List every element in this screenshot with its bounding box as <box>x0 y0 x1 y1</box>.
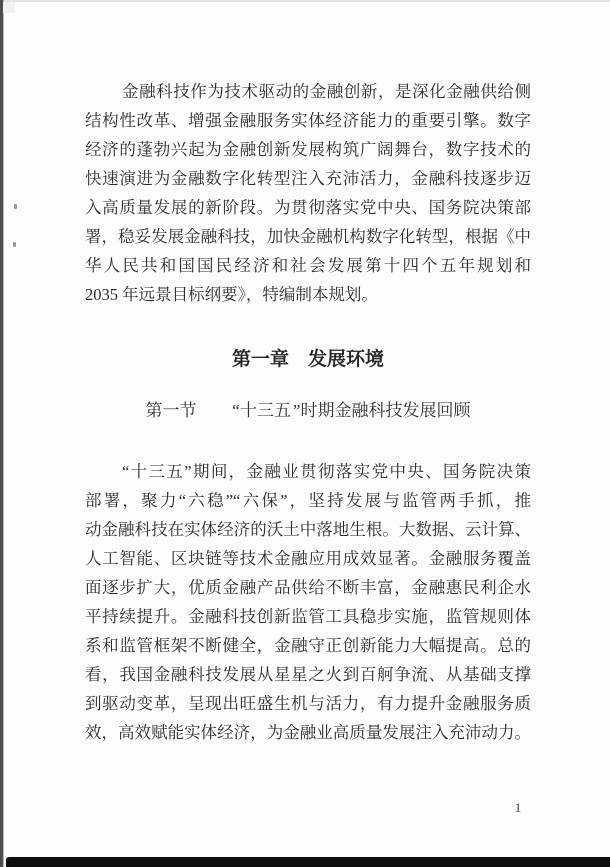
text-line: 部署，聚力“六稳”“六保”，坚持发展与监管两手抓，推 <box>85 491 531 510</box>
text-line: 署，稳妥发展金融科技，加快金融机构数字化转型，根据《中 <box>85 227 531 246</box>
scan-speck <box>13 242 16 247</box>
text-line: 经济的蓬勃兴起为金融创新发展构筑广阔舞台，数字技术的 <box>85 140 531 159</box>
text-line: 金融科技作为技术驱动的金融创新，是深化金融供给侧 <box>122 82 531 101</box>
text-line: 动金融科技在实体经济的沃土中落地生根。大数据、云计算、 <box>85 520 531 539</box>
text-line: 到驱动变革，呈现出旺盛生机与活力，有力提升金融服务质 <box>85 694 531 713</box>
text-line: 面逐步扩大，优质金融产品供给不断丰富，金融惠民利企水 <box>85 578 531 597</box>
text-line: 2035 年远景目标纲要》，特编制本规划。 <box>85 285 378 304</box>
text-line: 系和监管框架不断健全，金融守正创新能力大幅提高。总的 <box>85 636 531 655</box>
page-number: 1 <box>514 800 522 815</box>
text-line: 华人民共和国国民经济和社会发展第十四个五年规划和 <box>85 256 531 275</box>
text-line: “十三五”期间，金融业贯彻落实党中央、国务院决策 <box>122 462 531 481</box>
text-line: 效，高效赋能实体经济，为金融业高质量发展注入充沛动力。 <box>85 723 531 742</box>
text-line: 快速演进为金融数字化转型注入充沛活力，金融科技逐步迈 <box>85 169 531 188</box>
scan-speck <box>14 204 17 209</box>
section-heading: 第一节 “十三五”时期金融科技发展回顾 <box>145 401 471 420</box>
chapter-heading: 第一章 发展环境 <box>231 349 384 370</box>
text-line: 结构性改革、增强金融服务实体经济能力的重要引擎。数字 <box>85 111 531 130</box>
text-line: 看，我国金融科技发展从星星之火到百舸争流、从基础支撑 <box>85 665 531 684</box>
paragraph-review <box>85 457 531 747</box>
scan-bottom-bar <box>6 857 610 867</box>
paragraph-intro <box>85 77 531 309</box>
text-line: 人工智能、区块链等技术金融应用成效显著。金融服务覆盖 <box>85 549 531 568</box>
scan-top-line <box>0 0 610 2</box>
text-line: 入高质量发展的新阶段。为贯彻落实党中央、国务院决策部 <box>85 198 531 217</box>
scan-left-edge <box>0 0 3 867</box>
scan-corner-notch <box>3 2 15 13</box>
text-line: 平持续提升。金融科技创新监管工具稳步实施，监管规则体 <box>85 607 531 626</box>
